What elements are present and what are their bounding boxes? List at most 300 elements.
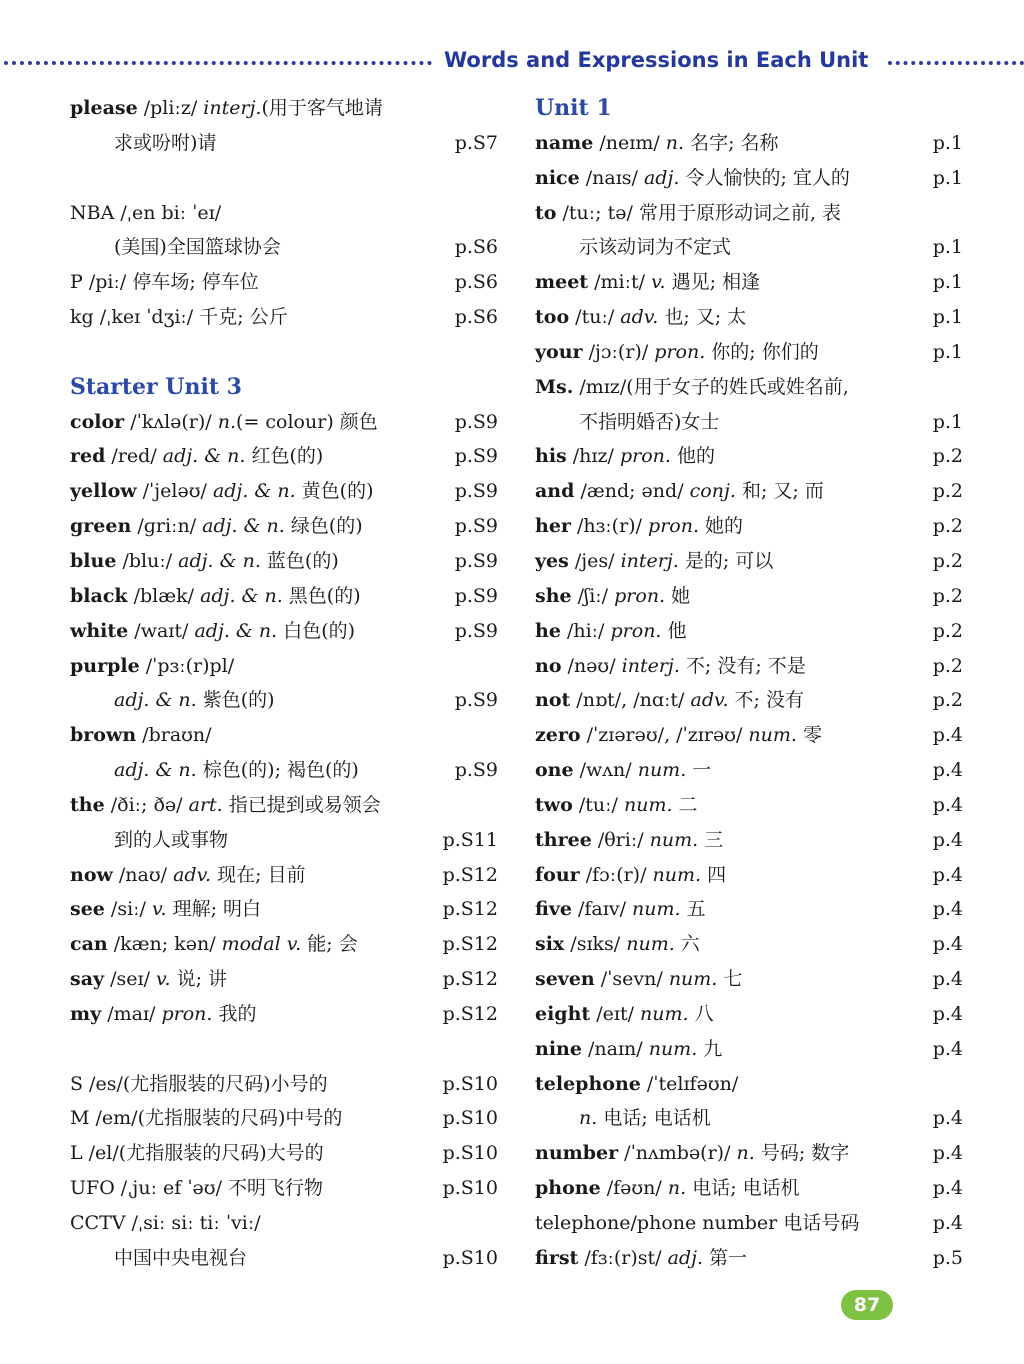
pronunciation: /ˈnʌmbə(r)/ [618,1142,737,1165]
vocab-entry [70,474,500,509]
entry-text [70,544,339,579]
vocab-entry [70,718,500,753]
headword: telephone [535,1072,641,1095]
vocab-entry [535,161,963,196]
entry-text [70,300,288,335]
entry-text [70,579,361,614]
vocab-entry [535,753,963,788]
meaning: 不; 没有 [728,689,804,712]
pronunciation: /hɜː(r)/ [570,515,649,538]
entry-text [70,196,221,231]
entry-text [535,927,700,962]
entry-text [535,823,723,858]
entry-text [535,788,698,823]
headword: see [70,898,105,921]
right-column [535,91,963,1276]
entry-text [70,265,259,300]
headword: white [70,619,129,642]
vocab-entry [535,1241,963,1276]
vocab-entry-continuation [70,126,500,161]
vocab-entry [535,1067,963,1102]
vocab-entry [70,300,500,335]
part-of-speech: n. [665,131,685,154]
pronunciation: /fɔː(r)/ [579,863,653,886]
entry-text [535,614,687,649]
page-reference: p.1 [932,410,963,433]
page-reference: p.S6 [454,236,498,259]
pronunciation: NBA /ˌen biː ˈeɪ/ [70,201,222,224]
part-of-speech: interj. [620,549,679,572]
entry-text [70,962,227,997]
vocab-entry [70,579,500,614]
pronunciation: /tuː/ [569,306,621,329]
meaning: 九 [697,1037,723,1060]
headword: your [535,340,583,363]
page-reference: p.S9 [454,445,498,468]
page-reference: p.4 [932,759,963,782]
vocab-entry-continuation [535,230,963,265]
entry-text [70,1101,342,1136]
part-of-speech: adj. & n. [200,584,283,607]
entry-text [70,788,381,823]
pronunciation: /tuː/ [572,793,624,816]
meaning: 四 [701,863,727,886]
page-reference: p.S12 [442,933,498,956]
headword: nice [535,166,580,189]
page-reference: p.2 [932,619,963,642]
meaning: 他 [661,619,687,642]
headword: name [535,131,594,154]
vocab-entry [70,509,500,544]
entry-text [114,823,228,858]
vocab-entry [535,544,963,579]
part-of-speech: interj. [203,97,262,119]
page-reference: p.2 [932,549,963,572]
part-of-speech: adj. & n. [114,759,197,782]
pronunciation: /kæn; kən/ [107,933,222,956]
meaning: 号码; 数字 [754,1142,850,1165]
headword: she [535,584,572,607]
headword: one [535,759,574,782]
meaning: (用于客气地请 [261,97,383,119]
meaning: 千克; 公斤 [199,306,288,329]
header-dotted-rule-right [888,61,1024,65]
vocab-entry [535,196,963,231]
headword: red [70,445,106,468]
meaning: 第一 [703,1246,748,1269]
entry-text [535,439,715,474]
meaning: (尤指服装的尺码)中号的 [137,1107,343,1130]
blank-line [70,335,500,370]
vocab-entry [70,544,500,579]
entry-text [535,370,849,405]
page-reference: p.S9 [454,689,498,712]
entry-text [579,405,719,440]
page-reference: p.S10 [442,1072,498,1095]
meaning: 八 [688,1002,714,1025]
headword: eight [535,1002,591,1025]
meaning: 她的 [699,515,744,538]
pronunciation: P /piː/ [70,271,133,294]
part-of-speech: adj. [667,1246,704,1269]
entry-text [535,126,779,161]
blank-line [70,1032,500,1067]
page-reference: p.1 [932,306,963,329]
pronunciation: /ɡriːn/ [131,515,203,538]
entry-text [579,1101,711,1136]
entry-text [535,683,804,718]
vocab-entry-continuation [70,753,500,788]
headword: her [535,515,571,538]
pronunciation: /jes/ [568,549,621,572]
meaning: 不明飞行物 [228,1177,324,1200]
headword: can [70,933,108,956]
vocab-entry [535,579,963,614]
section-heading-text: Starter Unit 3 [70,373,242,400]
pronunciation: /neɪm/ [593,131,666,154]
vocab-entry [535,962,963,997]
meaning: 二 [672,793,698,816]
entry-text [535,1032,722,1067]
headword: black [70,584,128,607]
part-of-speech: num. [668,968,718,991]
pronunciation: /ˈtelɪfəʊn/ [640,1072,739,1095]
meaning: 和; 又; 而 [735,480,824,503]
pronunciation: /nəʊ/ [561,654,622,677]
pronunciation: kg /ˌkeɪ ˈdʒiː/ [70,306,200,329]
entry-text [70,858,306,893]
vocab-entry [70,1067,500,1102]
meaning: 也; 又; 太 [658,306,747,329]
page-reference: p.1 [932,131,963,154]
headword: number [535,1142,619,1165]
entry-text [70,91,383,126]
vocab-entry [535,509,963,544]
part-of-speech: pron. [648,515,699,538]
vocab-entry [70,1171,500,1206]
page-reference: p.S10 [442,1177,498,1200]
vocab-entry [70,1206,500,1241]
part-of-speech: num. [748,724,797,747]
entry-text [535,892,706,927]
vocab-entry [535,683,963,718]
pronunciation: /ʃiː/ [571,584,615,607]
pronunciation: /red/ [105,445,163,468]
pronunciation: /ˈzɪərəʊ/, /ˈzɪrəʊ/ [580,724,749,747]
vocab-entry [535,439,963,474]
part-of-speech: adj. & n. [194,619,278,642]
entry-text [70,614,355,649]
vocab-entry [535,1136,963,1171]
pronunciation: /naʊ/ [112,863,174,886]
pronunciation: /eɪt/ [590,1002,641,1025]
pronunciation: telephone/phone number [535,1212,784,1234]
part-of-speech: num. [632,898,681,921]
part-of-speech: adj. & n. [114,689,197,712]
vocab-entry [70,196,500,231]
part-of-speech: pron. [614,584,666,607]
entry-text [535,1067,738,1102]
entry-text [70,718,212,753]
vocab-entry [535,858,963,893]
entry-text [535,1136,849,1171]
meaning: 五 [680,898,706,921]
headword: meet [535,271,589,294]
meaning: 令人愉快的; 宜人的 [679,166,850,189]
vocab-entry-continuation [535,1101,963,1136]
header-title: Words and Expressions in Each Unit [444,48,869,72]
entry-text [535,474,824,509]
vocab-entry [70,1101,500,1136]
pronunciation: L /el/ [70,1142,119,1165]
meaning: 停车场; 停车位 [132,271,259,294]
page-reference: p.4 [932,1002,963,1025]
meaning: 一 [686,759,712,782]
entry-text [535,161,850,196]
entry-text [535,300,746,335]
vocab-entry [70,927,500,962]
meaning: 黑色(的) [282,584,361,607]
meaning: 三 [698,828,724,851]
page-reference: p.S6 [454,306,498,329]
meaning: 不指明婚否)女士 [579,410,720,433]
headword: yes [535,549,569,572]
page-reference: p.4 [932,1037,963,1060]
meaning: 中国中央电视台 [114,1246,248,1269]
headword: no [535,654,562,677]
entry-text [535,579,690,614]
meaning: 红色(的) [245,445,324,468]
vocab-entry [70,788,500,823]
page-reference: p.4 [932,828,963,851]
part-of-speech: num. [648,1037,698,1060]
entry-text [535,997,714,1032]
vocab-entry [70,439,500,474]
meaning: 现在; 目前 [211,863,306,886]
vocab-entry [535,1206,963,1241]
page-reference: p.2 [932,445,963,468]
entry-text [70,439,323,474]
part-of-speech: num. [623,793,673,816]
vocab-entry [535,1171,963,1206]
part-of-speech: n. [736,1142,755,1165]
page-reference: p.1 [932,236,963,259]
page-reference: p.S9 [454,759,498,782]
meaning: 电话; 电话机 [597,1107,711,1130]
entry-text [70,927,358,962]
pronunciation: UFO /ˌjuː ef ˈəʊ/ [70,1177,229,1200]
meaning: 名字; 名称 [684,131,779,154]
entry-text [70,474,374,509]
page-reference: p.4 [932,1142,963,1165]
headword: the [70,793,105,816]
pronunciation: /blæk/ [127,584,201,607]
vocab-entry [535,474,963,509]
part-of-speech: conj. [689,480,736,503]
pronunciation: /ˈpɜː(r)pl/ [139,654,235,677]
entry-text [70,1136,324,1171]
vocab-entry [535,997,963,1032]
meaning: 到的人或事物 [114,828,229,851]
entry-text [535,544,773,579]
page-reference: p.4 [932,863,963,886]
meaning: 他的 [670,445,715,468]
part-of-speech: num. [637,759,687,782]
left-column [70,91,500,1276]
pronunciation: /waɪt/ [128,619,195,642]
entry-text [535,196,841,231]
part-of-speech: n. [667,1177,687,1200]
meaning: 求或吩咐)请 [114,131,217,154]
entry-text [114,126,216,161]
page-reference: p.S9 [454,410,498,433]
vocab-entry [535,126,963,161]
meaning: 紫色(的) [196,689,275,712]
vocab-entry-continuation [535,405,963,440]
headword: my [70,1002,102,1025]
page-reference: p.1 [932,340,963,363]
page-reference: p.4 [932,1212,963,1234]
vocab-entry [535,1032,963,1067]
headword: zero [535,724,581,747]
page-reference: p.2 [932,584,963,607]
vocab-entry [70,892,500,927]
headword: blue [70,549,117,572]
vocab-entry [535,614,963,649]
vocab-entry [535,300,963,335]
headword: Ms. [535,375,574,398]
part-of-speech: adj. & n. [178,549,261,572]
entry-text [535,265,760,300]
vocab-entry [535,335,963,370]
headword: phone [535,1177,601,1200]
headword: seven [535,968,595,991]
part-of-speech: pron. [161,1002,213,1025]
vocab-entry-continuation [70,230,500,265]
entry-text [114,1241,247,1276]
meaning: 她 [665,584,691,607]
headword: he [535,619,561,642]
pronunciation: /nɒt/, /nɑːt/ [570,689,691,712]
page-reference: p.4 [932,1177,963,1200]
entry-text [70,1206,261,1241]
meaning: 白色(的) [277,619,356,642]
page-reference: p.2 [932,515,963,538]
section-heading-text: Unit 1 [535,95,612,121]
page-reference: p.S9 [454,549,498,572]
pronunciation: /braʊn/ [136,724,212,747]
page-reference: p.1 [932,271,963,294]
page-number-badge: 87 [841,1290,893,1320]
page-header [0,44,1024,80]
entry-text [70,405,378,440]
part-of-speech: interj. [621,654,680,677]
entry-text [535,1206,859,1241]
meaning: (尤指服装的尺码)小号的 [122,1072,328,1095]
part-of-speech: v. [156,968,171,991]
pronunciation: /siː/ [104,898,152,921]
part-of-speech: v. [152,898,167,921]
entry-text [70,997,256,1032]
pronunciation: /ðiː; ðə/ [104,793,189,816]
pronunciation: /naɪn/ [581,1037,649,1060]
pronunciation: /wʌn/ [573,759,638,782]
headword: two [535,793,573,816]
headword: six [535,933,565,956]
page-reference: p.S9 [454,480,498,503]
pronunciation: /ˈkʌlə(r)/ [124,410,218,433]
headword: please [70,97,138,119]
part-of-speech: adj. [643,166,680,189]
vocab-entry [535,927,963,962]
meaning: 七 [717,968,743,991]
page-reference: p.S12 [442,898,498,921]
page-reference: p.4 [932,968,963,991]
pronunciation: /maɪ/ [101,1002,162,1025]
page-reference: p.S9 [454,584,498,607]
vocab-entry-continuation [70,683,500,718]
entry-text [535,1171,800,1206]
entry-text [535,509,743,544]
vocab-entry [70,91,500,126]
page-reference: p.2 [932,654,963,677]
pronunciation: /miːt/ [588,271,652,294]
page-reference: p.S9 [454,619,498,642]
entry-text [535,335,819,370]
page-reference: p.2 [932,689,963,712]
pronunciation: /tuː; tə/ [556,201,639,224]
meaning: 黄色(的) [295,480,374,503]
entry-text [535,1241,747,1276]
part-of-speech: num. [652,863,702,886]
part-of-speech: num. [649,828,699,851]
meaning: 绿色(的) [284,515,363,538]
page-reference: p.S12 [442,863,498,886]
headword: yellow [70,480,137,503]
pronunciation: CCTV /ˌsiː siː tiː ˈviː/ [70,1212,261,1234]
page-reference: p.5 [932,1246,963,1269]
header-dotted-rule-left [4,61,432,65]
part-of-speech: n. [217,410,237,433]
vocab-entry [535,718,963,753]
meaning: 不; 没有; 不是 [679,654,806,677]
part-of-speech: num. [626,933,675,956]
pronunciation: M /em/ [70,1107,138,1130]
vocab-entry [535,649,963,684]
page-reference: p.S7 [454,131,498,154]
page-reference: p.1 [932,166,963,189]
meaning: 说; 讲 [170,968,228,991]
pronunciation: /fəʊn/ [600,1177,668,1200]
page-reference: p.2 [932,480,963,503]
headword: nine [535,1037,582,1060]
page-reference: p.S12 [442,1002,498,1025]
blank-line [70,161,500,196]
meaning: (用于女子的姓氏或姓名前, [626,375,849,398]
pronunciation: /ˈsevn/ [594,968,669,991]
vocab-entry [535,265,963,300]
meaning: 理解; 明白 [166,898,262,921]
pronunciation: /jɔː(r)/ [582,340,655,363]
entry-text [535,753,711,788]
headword: green [70,515,132,538]
part-of-speech: n. [579,1107,598,1130]
meaning: 遇见; 相逢 [665,271,761,294]
pronunciation: /naɪs/ [579,166,644,189]
part-of-speech: pron. [619,445,671,468]
meaning: 电话号码 [783,1212,860,1234]
meaning: 常用于原形动词之前, 表 [638,201,842,224]
